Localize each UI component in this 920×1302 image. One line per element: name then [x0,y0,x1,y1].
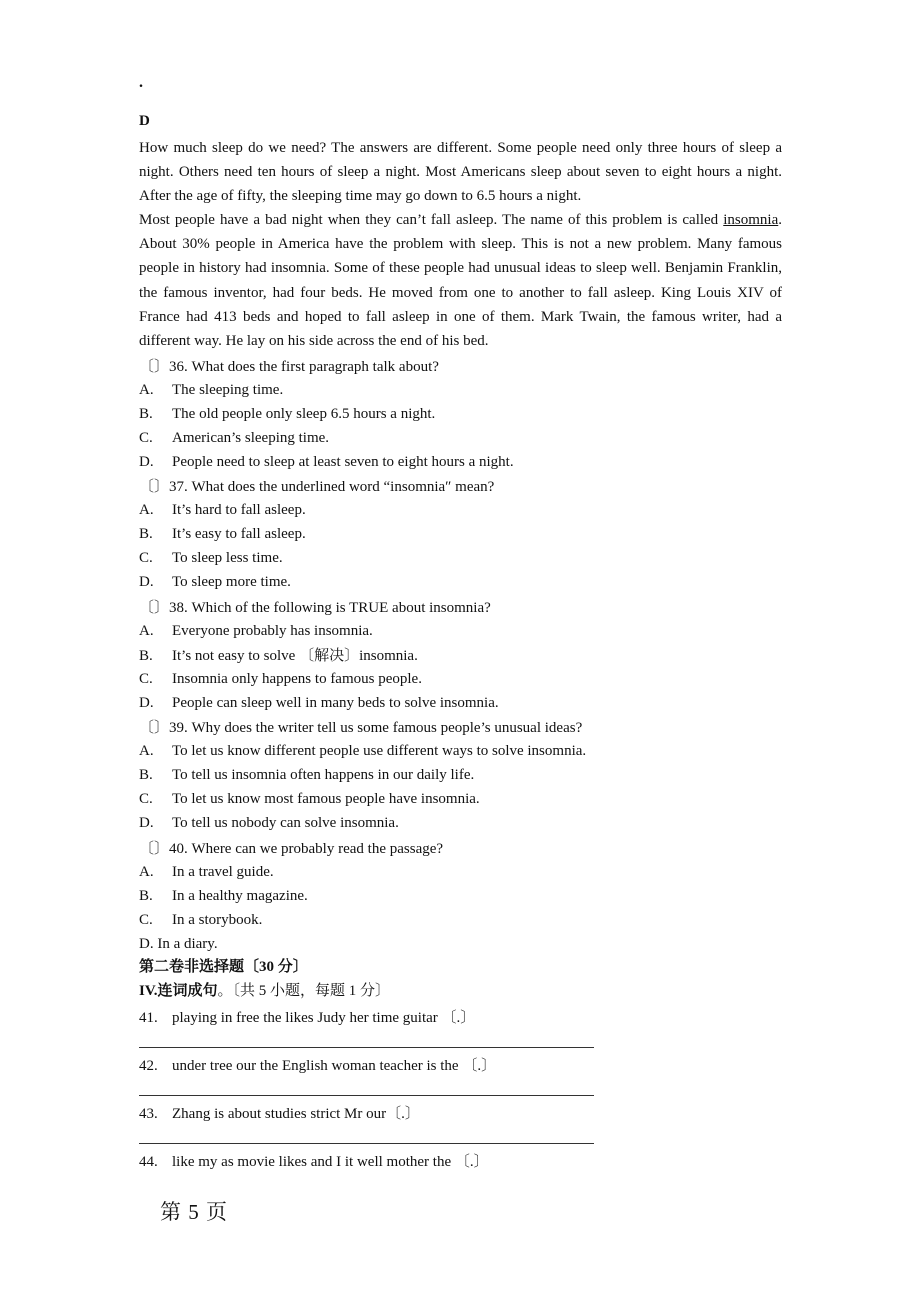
option-text: To let us know different people use different ways to solve insomnia. [172,743,587,759]
option-text: People need to sleep at least seven to eight hours a night. [172,454,514,470]
option-key: B. [139,526,153,542]
option-key: B. [139,406,153,422]
option-key: C. [139,671,153,687]
option-text: American’s sleeping time. [172,430,330,446]
passage-paragraph-2 [139,208,782,353]
option-text: Everyone probably has insomnia. [172,623,373,639]
option-key: D. [139,574,154,590]
option-text: D. In a diary. [139,936,218,952]
option-key: A. [139,502,154,518]
sentence-item-43 [139,1104,420,1124]
question-40-option-b [139,886,308,906]
item-words: Zhang is about studies strict Mr our〔.〕 [172,1106,420,1122]
question-40-option-c [139,910,262,930]
question-36-option-d [139,452,514,472]
option-key: D. [139,454,154,470]
item-number: 41. [139,1010,158,1026]
option-text: People can sleep well in many beds to solve insomnia. [172,695,499,711]
question-37-option-d [139,572,291,592]
underlined-word-insomnia: insomnia [723,212,779,228]
sentence-item-44 [139,1152,489,1172]
question-40-option-d [139,934,218,954]
question-38-option-a [139,621,373,641]
question-38-option-d [139,693,499,713]
item-words: like my as movie likes and I it well mother the 〔.〕 [172,1154,489,1170]
option-text: To sleep more time. [172,574,291,590]
option-text: The old people only sleep 6.5 hours a night. [172,406,436,422]
question-39-option-c [139,789,480,809]
option-key: C. [139,791,153,807]
question-39-option-a [139,741,586,761]
item-number: 43. [139,1106,158,1122]
question-36-option-a [139,380,283,400]
option-text: In a travel guide. [172,864,274,880]
question-38-stem: 〔〕38. Which of the following is TRUE about insomnia? [139,600,491,616]
option-text: To tell us nobody can solve insomnia. [172,815,399,831]
question-38-option-b [139,646,418,666]
option-key: A. [139,743,154,759]
page-number-footer: 第 5 页 [160,1200,228,1224]
question-36-stem: 〔〕36. What does the first paragraph talk about? [139,359,439,375]
option-text: To tell us insomnia often happens in our daily life. [172,767,475,783]
option-text: In a storybook. [172,912,263,928]
option-key: B. [139,648,153,664]
option-key: C. [139,430,153,446]
question-37-option-a [139,500,306,520]
section-4-title-bold: IV.连词成句 [139,983,218,999]
passage-paragraph-1: How much sleep do we need? The answers are different. Some people need only three hours of sleep a night. Others need ten hours of sleep a night. Most Americans sleep about seven to eight hours a night. After the age of fifty, the sleeping time may go down to 6.5 hours a night. [139,140,782,205]
option-text: To sleep less time. [172,550,283,566]
sentence-item-41 [139,1008,475,1028]
item-number: 44. [139,1154,158,1170]
option-key: C. [139,550,153,566]
question-37-stem: 〔〕37. What does the underlined word “insomnia″ mean? [139,479,495,495]
question-39-option-b [139,765,474,785]
answer-line-42[interactable] [139,1095,594,1096]
option-text: To let us know most famous people have insomnia. [172,791,480,807]
option-text: Insomnia only happens to famous people. [172,671,422,687]
option-key: B. [139,767,153,783]
page-dot: . [139,74,143,91]
option-text: It’s hard to fall asleep. [172,502,306,518]
option-key: A. [139,623,154,639]
option-key: A. [139,864,154,880]
answer-line-41[interactable] [139,1047,594,1048]
question-40-stem: 〔〕40. Where can we probably read the passage? [139,841,444,857]
option-text: It’s easy to fall asleep. [172,526,306,542]
question-39-stem: 〔〕39. Why does the writer tell us some famous people’s unusual ideas? [139,720,583,736]
question-40-option-a [139,862,274,882]
option-text: It’s not easy to solve 〔解决〕insomnia. [172,648,418,664]
question-38-option-c [139,669,422,689]
paragraph-2-text-after: . About 30% people in America have the problem with sleep. This is not a new problem. Many famous people in history had insomnia. Some of these people had unusual ideas to sleep well. Benjamin Franklin, the famous inventor, had four beds. He moved from one to another to fall asleep. King Louis XIV of France had 413 beds and hoped to fall asleep in one of them. Mark Twain, the famous writer, had a different way. He lay on his side across the end of his bed. [139,212,782,350]
sentence-item-42 [139,1056,496,1076]
item-words: playing in free the likes Judy her time guitar 〔.〕 [172,1010,476,1026]
item-number: 42. [139,1058,158,1074]
question-36-option-c [139,428,329,448]
section-4-title [139,981,390,1001]
section-4-title-rest: 。〔共 5 小题，每题 1 分〕 [217,983,391,999]
paragraph-2-text-before: Most people have a bad night when they can’t fall asleep. The name of this problem is called [139,212,724,228]
question-39-option-d [139,813,399,833]
option-text: The sleeping time. [172,382,284,398]
question-37-option-b [139,524,306,544]
option-text: In a healthy magazine. [172,888,308,904]
part-2-title: 第二卷非选择题〔30 分〕 [139,959,308,975]
question-37-option-c [139,548,283,568]
item-words: under tree our the English woman teacher is the 〔.〕 [172,1058,497,1074]
question-36-option-b [139,404,435,424]
answer-line-43[interactable] [139,1143,594,1144]
option-key: D. [139,815,154,831]
section-letter: D [139,113,150,129]
option-key: A. [139,382,154,398]
option-key: D. [139,695,154,711]
option-key: C. [139,912,153,928]
option-key: B. [139,888,153,904]
